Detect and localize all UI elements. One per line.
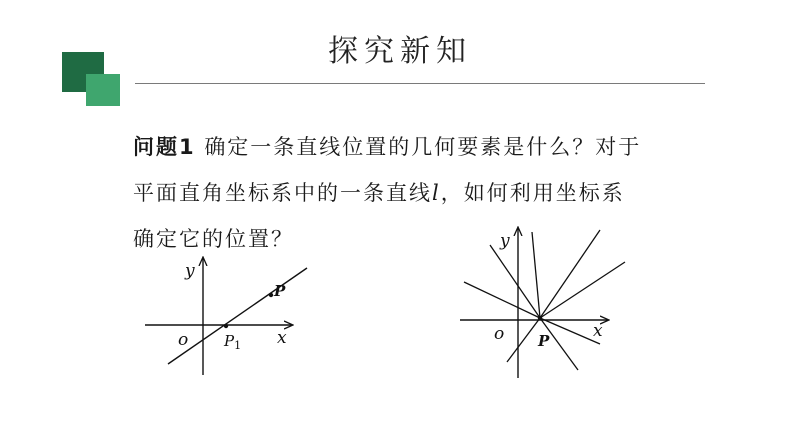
right-line-6 <box>464 282 540 318</box>
right-line-1 <box>540 230 600 318</box>
right-label-o: o <box>494 324 505 344</box>
left-label-p: P <box>274 282 286 300</box>
right-line-2 <box>540 262 625 318</box>
right-label-x: x <box>593 321 603 341</box>
right-point-p <box>538 316 542 320</box>
page-title: 探究新知 <box>328 34 472 69</box>
problem-line-2-text-a: 平面直角坐标系中的一条直线 <box>133 181 432 205</box>
left-label-o: o <box>178 330 189 350</box>
right-line-8 <box>532 232 540 318</box>
problem-line-1-text: 确定一条直线位置的几何要素是什么？对于 <box>204 135 642 159</box>
left-label-y: y <box>185 261 195 281</box>
problem-line-2-text-b: ，如何利用坐标系 <box>440 181 625 205</box>
right-line-7 <box>490 245 540 318</box>
right-line-5 <box>507 318 540 362</box>
line-variable-l: l <box>432 181 441 205</box>
problem-line-3-text: 确定它的位置？ <box>133 227 294 251</box>
right-label-p: P <box>538 332 550 350</box>
problem-label: 问题1 <box>133 135 196 159</box>
left-label-x: x <box>277 328 287 348</box>
left-label-p1: $P_1$ <box>224 332 242 352</box>
right-label-y: y <box>500 231 510 251</box>
